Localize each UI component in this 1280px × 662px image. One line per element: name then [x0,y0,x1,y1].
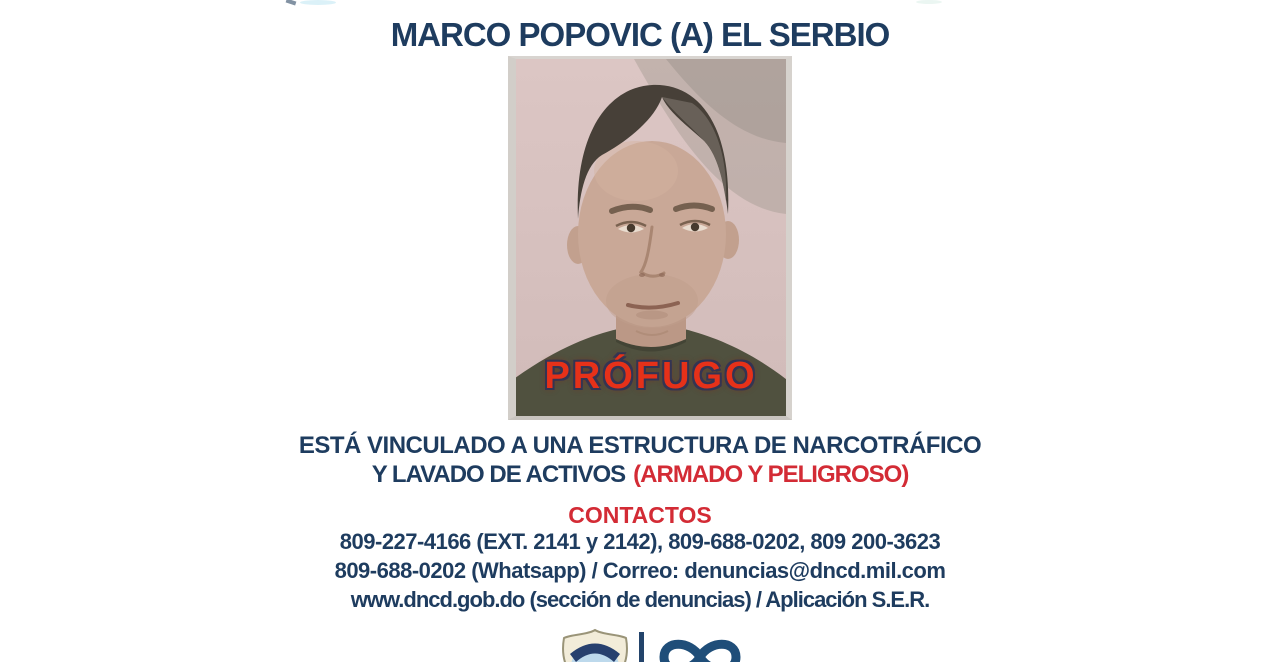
wanted-name-title: MARCO POPOVIC (A) EL SERBIO [390,16,890,53]
profugo-stamp: PRÓFUGO [544,355,758,397]
charge-line-2-text: Y LAVADO DE ACTIVOS [371,461,626,488]
suspect-photo [508,56,792,420]
cropped-text-artifact [916,0,942,4]
phone-numbers-line: 809-227-4166 (EXT. 2141 y 2142), 809-688-0202, 809 200-3623 [339,529,941,554]
contacts-heading: CONTACTOS [568,502,712,528]
charge-line-1: ESTÁ VINCULADO A UNA ESTRUCTURA DE NARCOTRÁFICO [298,432,982,459]
website-line: www.dncd.gob.do (sección de denuncias) / Aplicación S.E.R. [350,587,930,612]
logo-divider [639,632,644,662]
whatsapp-email-line: 809-688-0202 (Whatsapp) / Correo: denuncias@dncd.mil.com [334,558,946,583]
dncd-shield-icon [556,627,634,662]
armed-dangerous-warning: (ARMADO Y PELIGROSO) [633,461,909,488]
charge-line-2 [0,460,1280,490]
cropped-text-artifact [286,0,297,5]
cropped-text-artifact [300,0,336,5]
infinity-logo-icon [654,635,746,662]
